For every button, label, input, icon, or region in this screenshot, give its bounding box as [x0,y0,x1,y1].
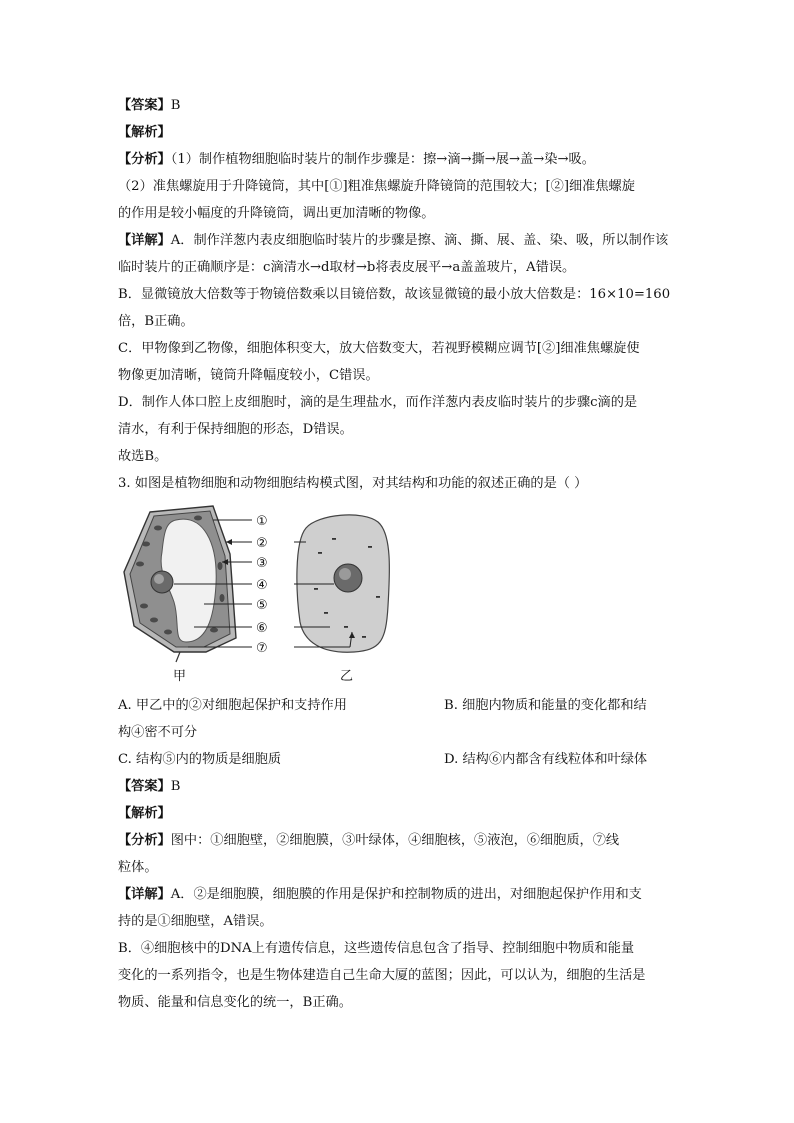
text-line: 的作用是较小幅度的升降镜筒，调出更加清晰的物像。 [118,206,435,221]
answer-tag: 【答案】 [118,779,171,794]
text-line: C．甲物像到乙物像，细胞体积变大，放大倍数变大，若视野模糊应调节[②]细准焦螺旋使 [118,341,640,356]
detail-tag: 【详解】 [118,233,171,248]
fenxi-tag: 【分析】 [118,152,171,167]
analysis-tag: 【解析】 [118,125,171,140]
analysis-tag: 【解析】 [118,806,171,821]
question-stem: 3. 如图是植物细胞和动物细胞结构模式图，对其结构和功能的叙述正确的是（ ） [118,476,588,491]
fenxi-text: （1）制作植物细胞临时装片的制作步骤是：擦→滴→撕→展→盖→染→吸。 [170,152,595,167]
text-line: 持的是①细胞壁，A错误。 [118,914,273,929]
answer-line-2 [118,778,180,796]
option-a: A. 甲乙中的②对细胞起保护和支持作用 [118,698,347,713]
option-d: D. 结构⑥内都含有线粒体和叶绿体 [444,752,648,767]
label-7: ⑦ [256,641,268,656]
text-line: （2）准焦螺旋用于升降镜筒，其中[①]粗准焦螺旋升降镜筒的范围较大；[②]细准焦螺旋 [118,179,635,194]
option-b: B. 细胞内物质和能量的变化都和结 [444,698,647,713]
text-line: B．④细胞核中的DNA上有遗传信息，这些遗传信息包含了指导、控制细胞中物质和能量 [118,941,635,956]
text-line: 清水，有利于保持细胞的形态，D错误。 [118,422,353,437]
analysis-line-2 [118,805,171,823]
text-line: 物质、能量和信息变化的统一，B正确。 [118,995,352,1010]
analysis-line-1 [118,124,171,142]
answer-tag: 【答案】 [118,98,171,113]
label-2: ② [256,536,268,551]
answer-value: B [170,98,181,113]
text-line: D．制作人体口腔上皮细胞时，滴的是生理盐水，而作洋葱内表皮临时装片的步骤c滴的是 [118,395,638,410]
option-c: C. 结构⑤内的物质是细胞质 [118,752,282,767]
detail-tag: 【详解】 [118,887,171,902]
fenxi-line-2 [118,832,619,850]
detail-line-1 [118,232,668,250]
fenxi-line-1 [118,151,595,169]
detail-text: A．②是细胞膜，细胞膜的作用是保护和控制物质的进出，对细胞起保护作用和支 [170,887,642,902]
text-line: 变化的一系列指令，也是生物体建造自己生命大厦的蓝图；因此，可以认为，细胞的生活是 [118,968,646,983]
text-line: 故选B。 [118,449,168,464]
text-line: 粒体。 [118,860,158,875]
label-3: ③ [256,556,268,571]
answer-line-1 [118,97,180,115]
caption-left: 甲 [173,669,187,684]
label-5: ⑤ [256,598,268,613]
label-6: ⑥ [256,621,268,636]
text-line: 物像更加清晰，镜筒升降幅度较小，C错误。 [118,368,379,383]
text-line: 临时装片的正确顺序是：c滴清水→d取材→b将表皮展平→a盖盖玻片，A错误。 [118,260,576,275]
fenxi-text: 图中：①细胞壁，②细胞膜，③叶绿体，④细胞核，⑤液泡，⑥细胞质，⑦线 [170,833,620,848]
answer-value: B [170,779,181,794]
text-line: 倍，B正确。 [118,314,194,329]
cell-diagram [118,502,448,684]
fenxi-tag: 【分析】 [118,833,171,848]
label-1: ① [256,514,268,529]
caption-right: 乙 [340,669,354,684]
text-line: B．显微镜放大倍数等于物镜倍数乘以目镜倍数，故该显微镜的最小放大倍数是：16×10=160 [118,287,671,302]
option-b-cont: 构④密不可分 [118,725,198,740]
label-4: ④ [256,578,268,593]
detail-line-2 [118,886,642,904]
detail-text: A．制作洋葱内表皮细胞临时装片的步骤是擦、滴、撕、展、盖、染、吸，所以制作该 [170,233,669,248]
